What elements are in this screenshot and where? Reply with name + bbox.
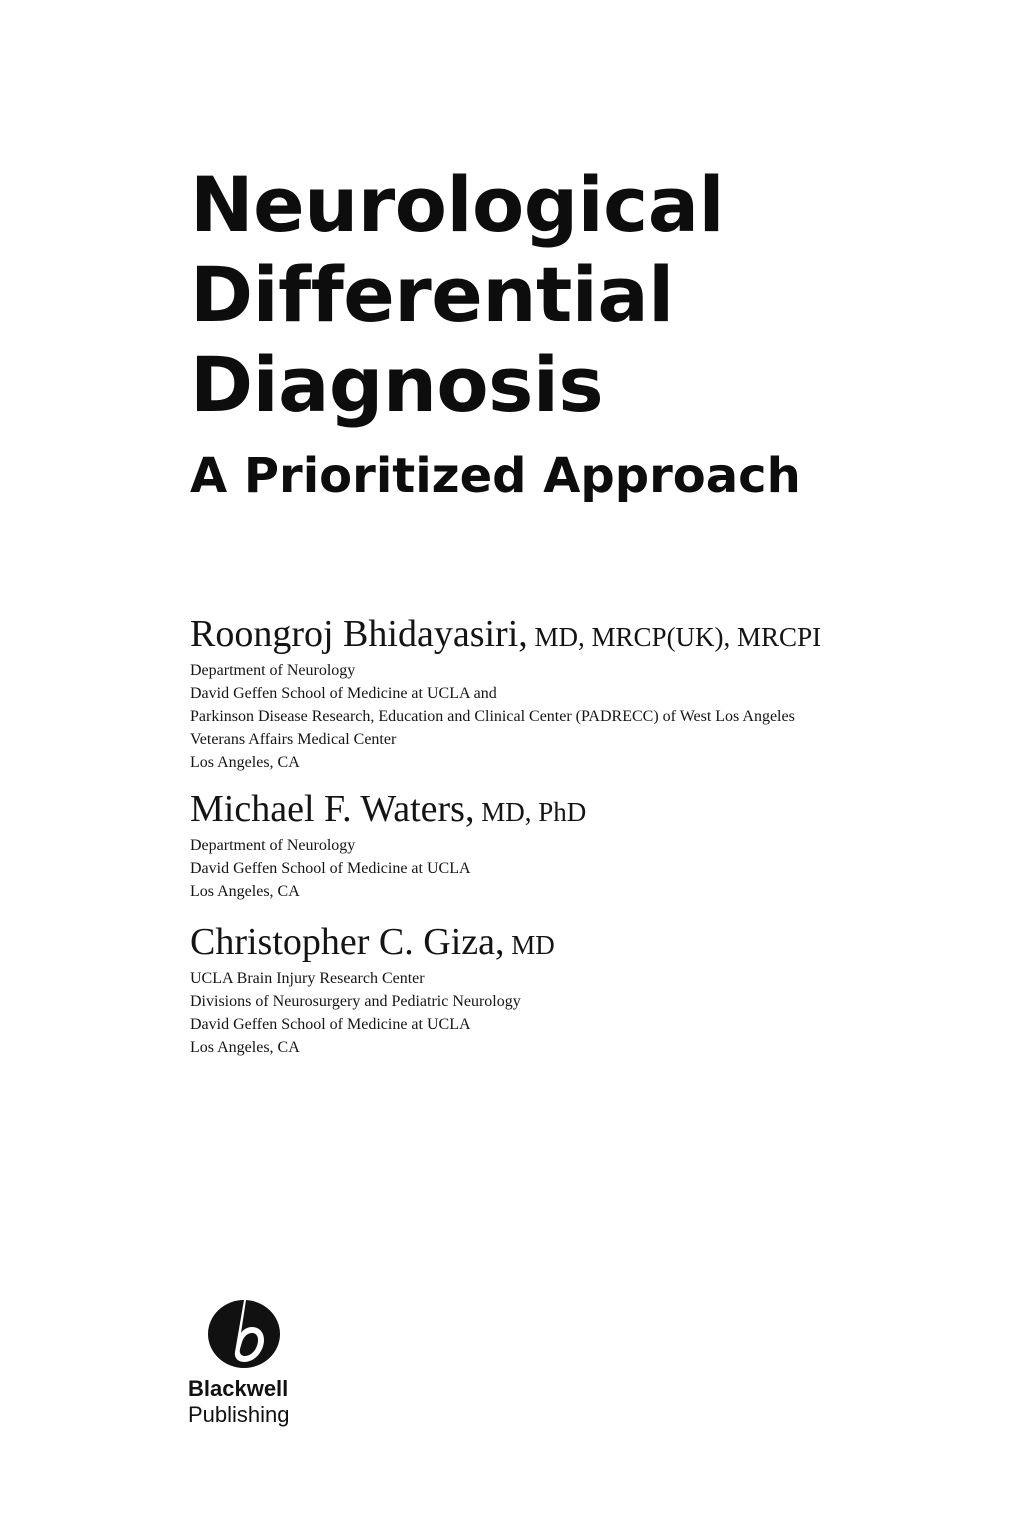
book-title [190, 160, 950, 430]
book-subtitle: A Prioritized Approach [190, 448, 801, 504]
affiliation-line: Veterans Affairs Medical Center [190, 731, 397, 748]
author-block-1 [190, 612, 950, 774]
affiliation-line: Department of Neurology [190, 662, 356, 679]
author-name: Roongroj Bhidayasiri, [190, 613, 528, 655]
author-name-line [190, 612, 950, 659]
author-block-2 [190, 787, 950, 903]
title-line-3: Diagnosis [190, 340, 604, 429]
affiliation-line: David Geffen School of Medicine at UCLA [190, 860, 471, 877]
blackwell-b-icon [204, 1292, 284, 1372]
author-name-line [190, 787, 950, 834]
title-line-2: Differential [190, 250, 674, 339]
publisher-name-line1: Blackwell [188, 1376, 289, 1401]
affiliation-line: Department of Neurology [190, 837, 356, 854]
affiliation-line: UCLA Brain Injury Research Center [190, 970, 425, 987]
author-name: Christopher C. Giza, [190, 921, 505, 963]
author-name: Michael F. Waters, [190, 788, 475, 830]
title-line-1: Neurological [190, 160, 725, 249]
author-credentials: MD, MRCP(UK), MRCPI [527, 622, 822, 652]
publisher-name-line2: Publishing [188, 1402, 290, 1427]
affiliation-line: Parkinson Disease Research, Education and Clinical Center (PADRECC) of West Los Angeles [190, 708, 795, 725]
affiliation-line: Los Angeles, CA [190, 883, 300, 900]
author-block-3 [190, 920, 950, 1059]
affiliation-line: David Geffen School of Medicine at UCLA and [190, 685, 497, 702]
affiliation-line: Los Angeles, CA [190, 1039, 300, 1056]
author-credentials: MD, PhD [474, 797, 587, 827]
affiliation-line: Divisions of Neurosurgery and Pediatric Neurology [190, 993, 521, 1010]
publisher-logo [186, 1292, 346, 1442]
affiliation-line: Los Angeles, CA [190, 754, 300, 771]
author-name-line [190, 920, 950, 967]
affiliation-line: David Geffen School of Medicine at UCLA [190, 1016, 471, 1033]
author-credentials: MD [504, 930, 555, 960]
